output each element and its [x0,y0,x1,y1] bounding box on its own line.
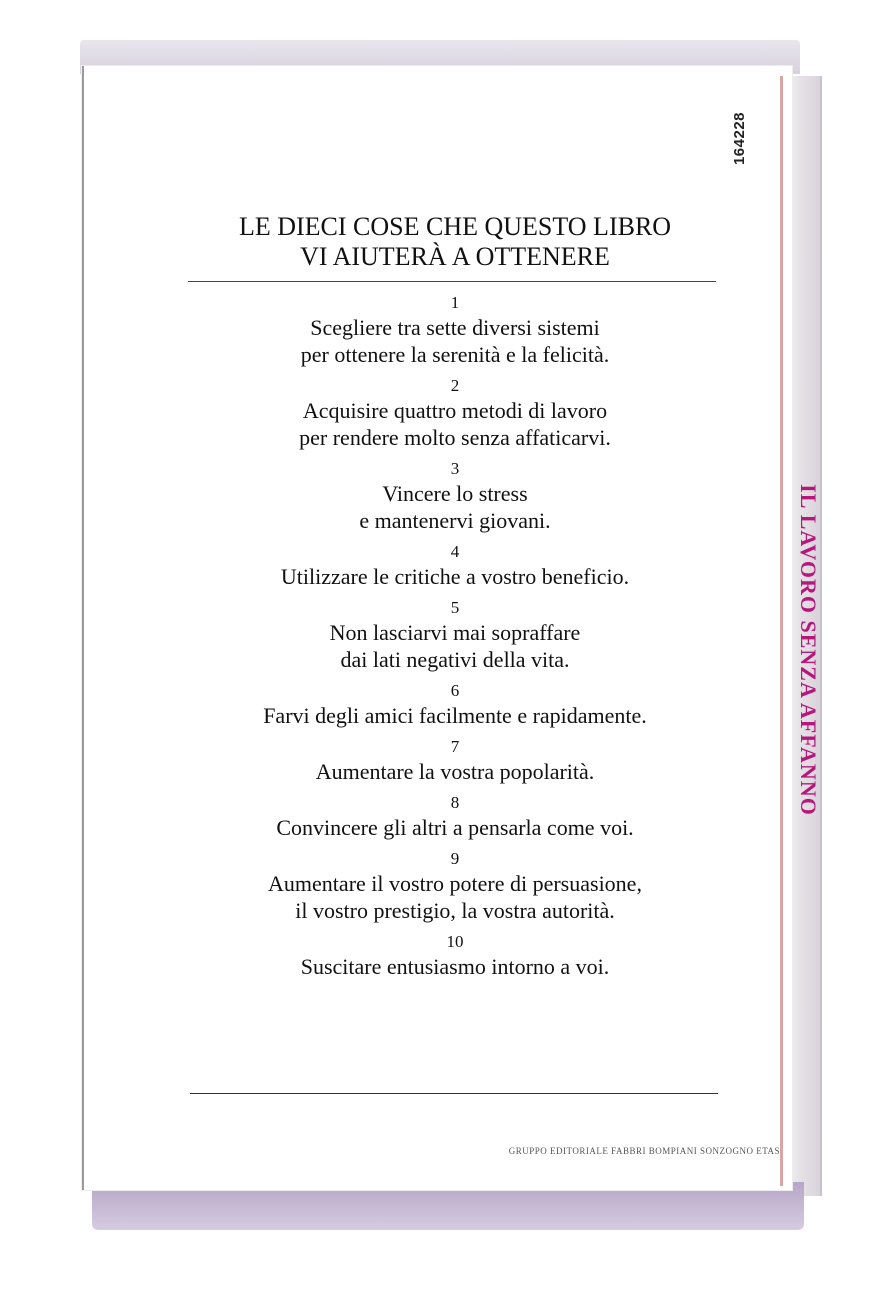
item-number: 2 [450,376,460,395]
item-number: 9 [450,849,460,868]
item-text: Utilizzare le critiche a vostro beneficio. [280,564,630,589]
catalog-code [700,108,780,168]
item-text: Aumentare la vostra popolarità. [315,759,595,784]
item-text: per ottenere la serenità e la felicità. [300,342,610,367]
list-item [190,292,720,368]
item-number: 5 [450,598,460,617]
item-text: Suscitare entusiasmo intorno a voi. [300,954,610,979]
cover-red-edge [780,76,783,1186]
catalog-code-text: 164228 [731,111,749,165]
divider-bottom [190,1093,718,1094]
item-text: dai lati negativi della vita. [340,647,570,672]
item-text: Convincere gli altri a pensarla come voi. [276,815,634,840]
publisher-line: GRUPPO EDITORIALE FABBRI BOMPIANI SONZOGNO ETAS [508,1146,780,1156]
item-number: 7 [450,737,460,756]
item-text: Farvi degli amici facilmente e rapidamente. [263,703,647,728]
item-number: 10 [446,932,464,951]
item-number: 4 [450,542,460,561]
benefits-list [190,292,720,987]
heading-line-2: VI AIUTERÀ A OTTENERE [300,242,610,271]
item-number: 3 [450,459,460,478]
list-item [190,680,720,729]
list-item [190,458,720,534]
list-item [190,375,720,451]
item-text: Non lasciarvi mai sopraffare [329,620,581,645]
item-number: 6 [450,681,460,700]
item-text: Vincere lo stress [382,481,528,506]
item-text: il vostro prestigio, la vostra autorità. [295,898,615,923]
item-text: Acquisire quattro metodi di lavoro [302,398,608,423]
item-text: e mantenervi giovani. [359,508,551,533]
item-text: Aumentare il vostro potere di persuasione, [268,871,642,896]
list-item [190,792,720,841]
cover-heading [190,212,720,272]
list-item [190,597,720,673]
list-item [190,931,720,980]
item-text: Scegliere tra sette diversi sistemi [310,315,600,340]
spine-title-text: IL LAVORO SENZA AFFANNO [796,484,821,816]
item-number: 1 [450,293,460,312]
heading-line-1: LE DIECI COSE CHE QUESTO LIBRO [238,212,672,241]
item-number: 8 [450,793,460,812]
list-item [190,541,720,590]
list-item [190,848,720,924]
item-text: per rendere molto senza affaticarvi. [299,425,611,450]
divider-top [188,281,716,282]
list-item [190,736,720,785]
spine-title [796,440,821,860]
